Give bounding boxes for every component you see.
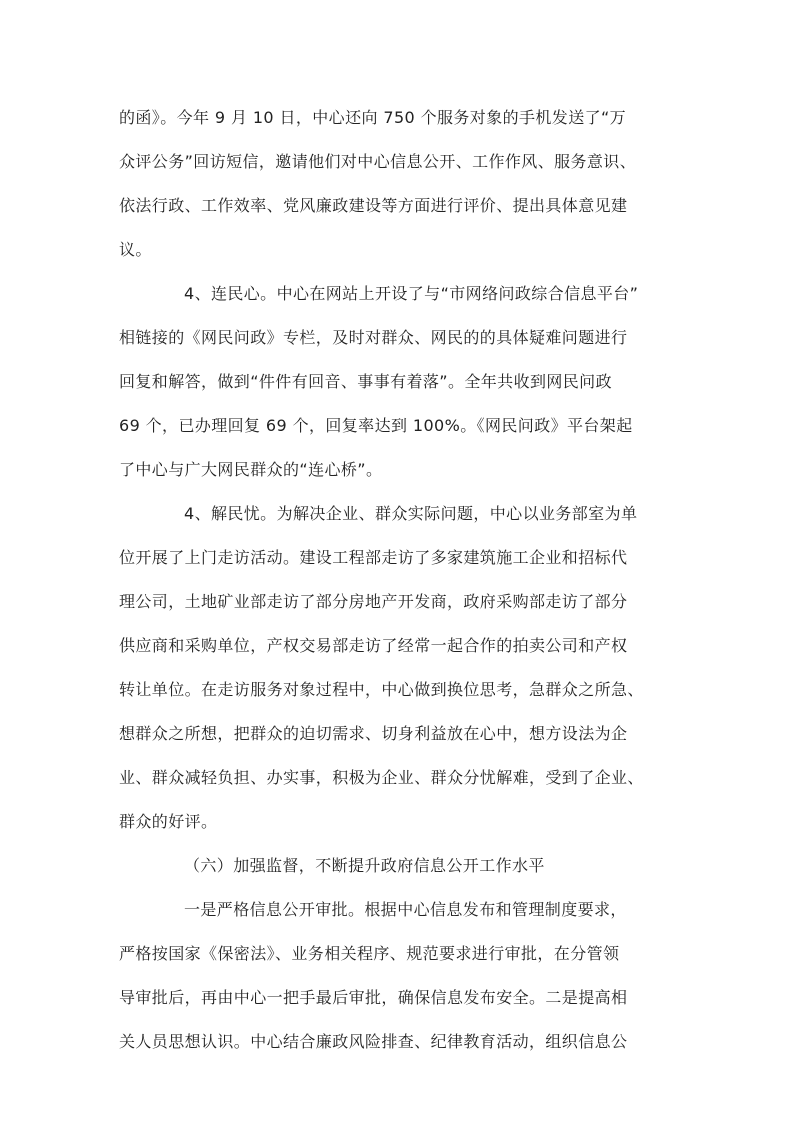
text-line: 69 个，已办理回复 69 个，回复率达到 100%。《网民问政》平台架起 — [119, 416, 633, 435]
text-line: 了中心与广大网民群众的“连心桥”。 — [119, 460, 383, 479]
text-line: 导审批后，再由中心一把手最后审批，确保信息发布安全。二是提高相 — [119, 988, 628, 1007]
section-heading: （六）加强监督，不断提升政府信息公开工作水平 — [184, 856, 545, 875]
text-line: 依法行政、工作效率、党风廉政建设等方面进行评价、提出具体意见建 — [119, 196, 628, 215]
paragraph-first-line: 4、解民忧。为解决企业、群众实际问题，中心以业务部室为单 — [184, 504, 638, 523]
text-line: 供应商和采购单位，产权交易部走访了经常一起合作的拍卖公司和产权 — [119, 636, 628, 655]
paragraph-first-line: 一是严格信息公开审批。根据中心信息发布和管理制度要求， — [184, 900, 627, 919]
text-line: 回复和解答，做到“件件有回音、事事有着落”。全年共收到网民问政 — [119, 372, 612, 391]
text-line: 众评公务”回访短信，邀请他们对中心信息公开、工作作风、服务意识、 — [119, 152, 637, 171]
text-line: 转让单位。在走访服务对象过程中，中心做到换位思考，急群众之所急、 — [119, 680, 644, 699]
text-line: 业、群众减轻负担、办实事，积极为企业、群众分忧解难，受到了企业、 — [119, 768, 644, 787]
text-line: 关人员思想认识。中心结合廉政风险排查、纪律教育活动，组织信息公 — [119, 1032, 628, 1051]
text-line: 议。 — [119, 240, 152, 259]
text-line: 相链接的《网民问政》专栏，及时对群众、网民的的具体疑难问题进行 — [119, 328, 628, 347]
paragraph-first-line: 4、连民心。中心在网站上开设了与“市网络问政综合信息平台” — [184, 284, 639, 303]
text-line: 想群众之所想，把群众的迫切需求、切身利益放在心中，想方设法为企 — [119, 724, 628, 743]
text-line: 严格按国家《保密法》、业务相关程序、规范要求进行审批，在分管领 — [119, 944, 620, 963]
text-line: 群众的好评。 — [119, 812, 218, 831]
text-line: 的函》。今年 9 月 10 日，中心还向 750 个服务对象的手机发送了“万 — [119, 108, 627, 127]
text-line: 理公司，土地矿业部走访了部分房地产开发商，政府采购部走访了部分 — [119, 592, 628, 611]
text-line: 位开展了上门走访活动。建设工程部走访了多家建筑施工企业和招标代 — [119, 548, 628, 567]
